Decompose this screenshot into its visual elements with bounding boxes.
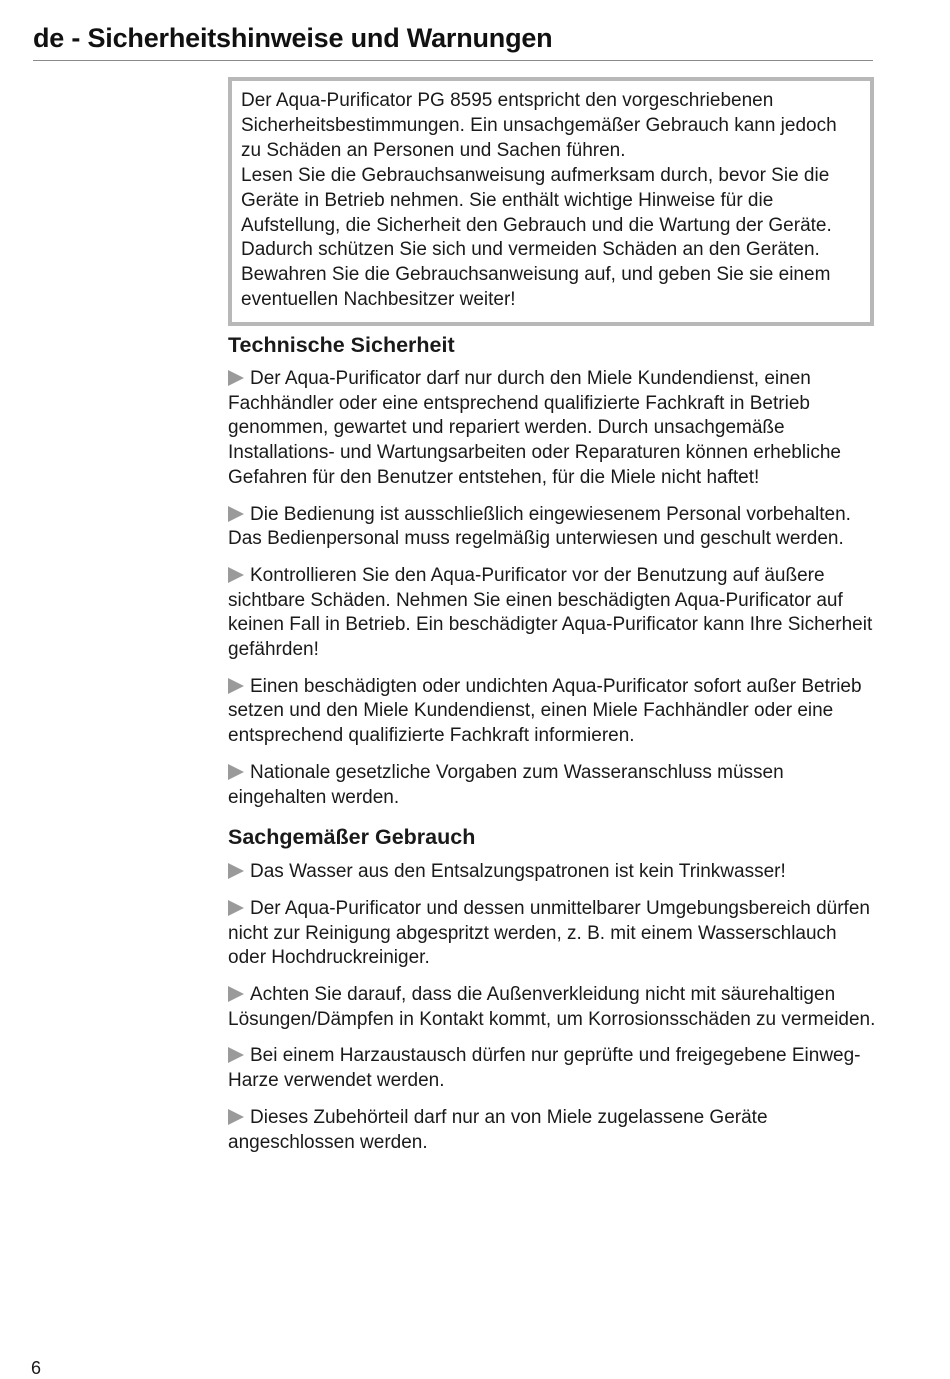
triangle-right-icon [228,370,244,386]
page-title: de - Sicherheitshinweise und Warnungen [33,23,553,53]
section-heading-technical-safety: Technische Sicherheit [228,333,455,357]
triangle-right-icon [228,678,244,694]
page-header [33,22,873,61]
notice-paragraph: Der Aqua-Purificator PG 8595 entspricht den vorgeschriebenen Sicherheitsbestimmungen. Ein unsachgemäßer Gebrauch kann jedoch zu Schäden an Personen und Sachen führen. [241,90,837,161]
bullet-item [228,503,876,552]
bullet-item [228,675,876,749]
bullet-item [228,897,876,971]
main-content [228,330,876,1167]
safety-notice-box [228,77,874,326]
bullet-item [228,860,876,885]
bullet-text: Der Aqua-Purificator und dessen unmittelbarer Umgebungsbereich dürfen nicht zur Reinigung abgespritzt werden, z. B. mit einem Wasserschlauch oder Hochdruckreiniger. [228,897,870,969]
bullet-item [228,761,876,810]
notice-paragraph: Lesen Sie die Gebrauchsanweisung aufmerksam durch, bevor Sie die Geräte in Betrieb nehmen. Sie enthält wichtige Hinweise für die Aufstellung, die Sicherheit den Gebrauch und die Wartung der Geräte. Dadurch schützen Sie sich und vermeiden Schäden an den Geräten. Bewahren Sie die Gebrauchsanweisung auf, und geben Sie sie einem eventuellen Nachbesitzer weiter! [241,164,832,311]
bullet-text: Achten Sie darauf, dass die Außenverkleidung nicht mit säurehaltigen Lösungen/Dämpfen in Kontakt kommt, um Korrosionsschäden zu vermeiden. [228,984,876,1030]
triangle-right-icon [228,1109,244,1125]
triangle-right-icon [228,900,244,916]
bullet-item [228,1106,876,1155]
triangle-right-icon [228,506,244,522]
bullet-text: Nationale gesetzliche Vorgaben zum Wasseranschluss müssen eingehalten werden. [228,761,784,808]
bullet-item [228,1044,876,1093]
bullet-text: Der Aqua-Purificator darf nur durch den Miele Kundendienst, einen Fachhändler oder eine entsprechend qualifizierte Fachkraft in Betrieb genommen, gewartet und repariert werden. Durch unsachgemäße Installations- und Wartungsarbeiten oder Reparaturen können erhebliche Gefahren für den Benutzer entstehen, für die Miele nicht haftet! [228,368,841,488]
bullet-text: Einen beschädigten oder undichten Aqua-Purificator sofort außer Betrieb setzen und den Miele Kundendienst, einen Miele Fachhändler oder eine entsprechend qualifizierte Fachkraft informieren. [228,675,862,747]
bullet-text: Das Wasser aus den Entsalzungspatronen ist kein Trinkwasser! [250,861,786,883]
triangle-right-icon [228,986,244,1002]
triangle-right-icon [228,567,244,583]
bullet-text: Kontrollieren Sie den Aqua-Purificator vor der Benutzung auf äußere sichtbare Schäden. Nehmen Sie einen beschädigten Aqua-Purificator auf keinen Fall in Betrieb. Ein beschädigter Aqua-Purificator kann Ihre Sicherheit gefährden! [228,564,873,661]
bullet-text: Die Bedienung ist ausschließlich eingewiesenem Personal vorbehalten. Das Bedienpersonal muss regelmäßig unterwiesen und geschult werden. [228,503,851,550]
bullet-item [228,983,876,1032]
triangle-right-icon [228,1047,244,1063]
bullet-item [228,564,876,663]
bullet-text: Bei einem Harzaustausch dürfen nur geprüfte und freigegebene Einweg-Harze verwendet werden. [228,1045,861,1092]
bullet-text: Dieses Zubehörteil darf nur an von Miele zugelassene Geräte angeschlossen werden. [228,1106,768,1153]
section-heading-proper-use: Sachgemäßer Gebrauch [228,825,476,850]
triangle-right-icon [228,764,244,780]
triangle-right-icon [228,863,244,879]
bullet-item [228,367,876,491]
page-number: 6 [31,1358,42,1378]
